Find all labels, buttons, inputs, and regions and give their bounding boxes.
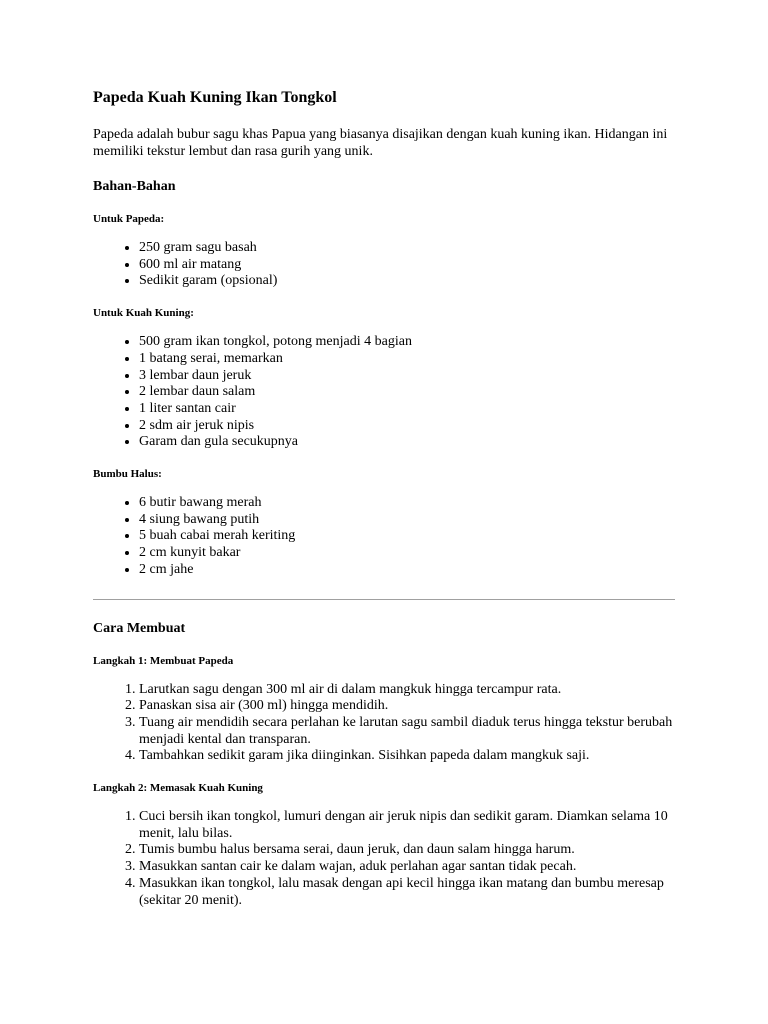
list-item: 2. Tumis bumbu halus bersama serai, daun jeruk, dan daun salam hingga harum.	[139, 842, 675, 859]
recipe-title: Papeda Kuah Kuning Ikan Tongkol	[93, 89, 337, 106]
document-page	[93, 88, 675, 925]
list-item: • 4 siung bawang putih	[139, 512, 675, 529]
list-item: • Sedikit garam (opsional)	[139, 273, 675, 290]
list-item: • 2 lembar daun salam	[139, 384, 675, 401]
list-item: 3. Masukkan santan cair ke dalam wajan, aduk perlahan agar santan tidak pecah.	[139, 859, 675, 876]
list-item: • 1 liter santan cair	[139, 401, 675, 418]
list-item: • 2 cm kunyit bakar	[139, 545, 675, 562]
bumbu-ingredient-list	[93, 495, 675, 579]
list-item: • 250 gram sagu basah	[139, 240, 675, 257]
intro-paragraph: Papeda adalah bubur sagu khas Papua yang biasanya disajikan dengan kuah kuning ikan. Hidangan ini memiliki tekstur lembut dan rasa gurih yang unik.	[93, 127, 668, 159]
langkah2-subheading: Langkah 2: Memasak Kuah Kuning	[93, 782, 263, 795]
langkah1-subheading: Langkah 1: Membuat Papeda	[93, 654, 234, 667]
list-item: • 3 lembar daun jeruk	[139, 368, 675, 385]
langkah2-step-list	[93, 809, 675, 909]
bumbu-subheading: Bumbu Halus:	[93, 468, 162, 481]
list-item: 3. Tuang air mendidih secara perlahan ke larutan sagu sambil diaduk terus hingga tekstur berubah menjadi kental dan transparan.	[139, 715, 675, 748]
kuah-subheading: Untuk Kuah Kuning:	[93, 307, 194, 320]
list-item: • 2 sdm air jeruk nipis	[139, 418, 675, 435]
section-divider	[93, 599, 675, 600]
cara-heading: Cara Membuat	[93, 620, 186, 636]
list-item: • 500 gram ikan tongkol, potong menjadi 4 bagian	[139, 334, 675, 351]
list-item: 2. Panaskan sisa air (300 ml) hingga mendidih.	[139, 698, 675, 715]
list-item: 4. Tambahkan sedikit garam jika diinginkan. Sisihkan papeda dalam mangkuk saji.	[139, 748, 675, 765]
list-item: • Garam dan gula secukupnya	[139, 434, 675, 451]
papeda-subheading: Untuk Papeda:	[93, 213, 165, 225]
list-item: 1. Cuci bersih ikan tongkol, lumuri dengan air jeruk nipis dan sedikit garam. Diamkan selama 10 menit, lalu bilas.	[139, 809, 675, 842]
papeda-ingredient-list	[93, 240, 675, 290]
list-item: 4. Masukkan ikan tongkol, lalu masak dengan api kecil hingga ikan matang dan bumbu meresap (sekitar 20 menit).	[139, 876, 675, 909]
list-item: • 6 butir bawang merah	[139, 495, 675, 512]
langkah1-step-list	[93, 682, 675, 766]
list-item: • 5 buah cabai merah keriting	[139, 528, 675, 545]
list-item: • 600 ml air matang	[139, 257, 675, 274]
list-item: • 2 cm jahe	[139, 562, 675, 579]
list-item: 1. Larutkan sagu dengan 300 ml air di dalam mangkuk hingga tercampur rata.	[139, 682, 675, 699]
kuah-ingredient-list	[93, 334, 675, 451]
list-item: • 1 batang serai, memarkan	[139, 351, 675, 368]
bahan-heading: Bahan-Bahan	[93, 179, 176, 194]
